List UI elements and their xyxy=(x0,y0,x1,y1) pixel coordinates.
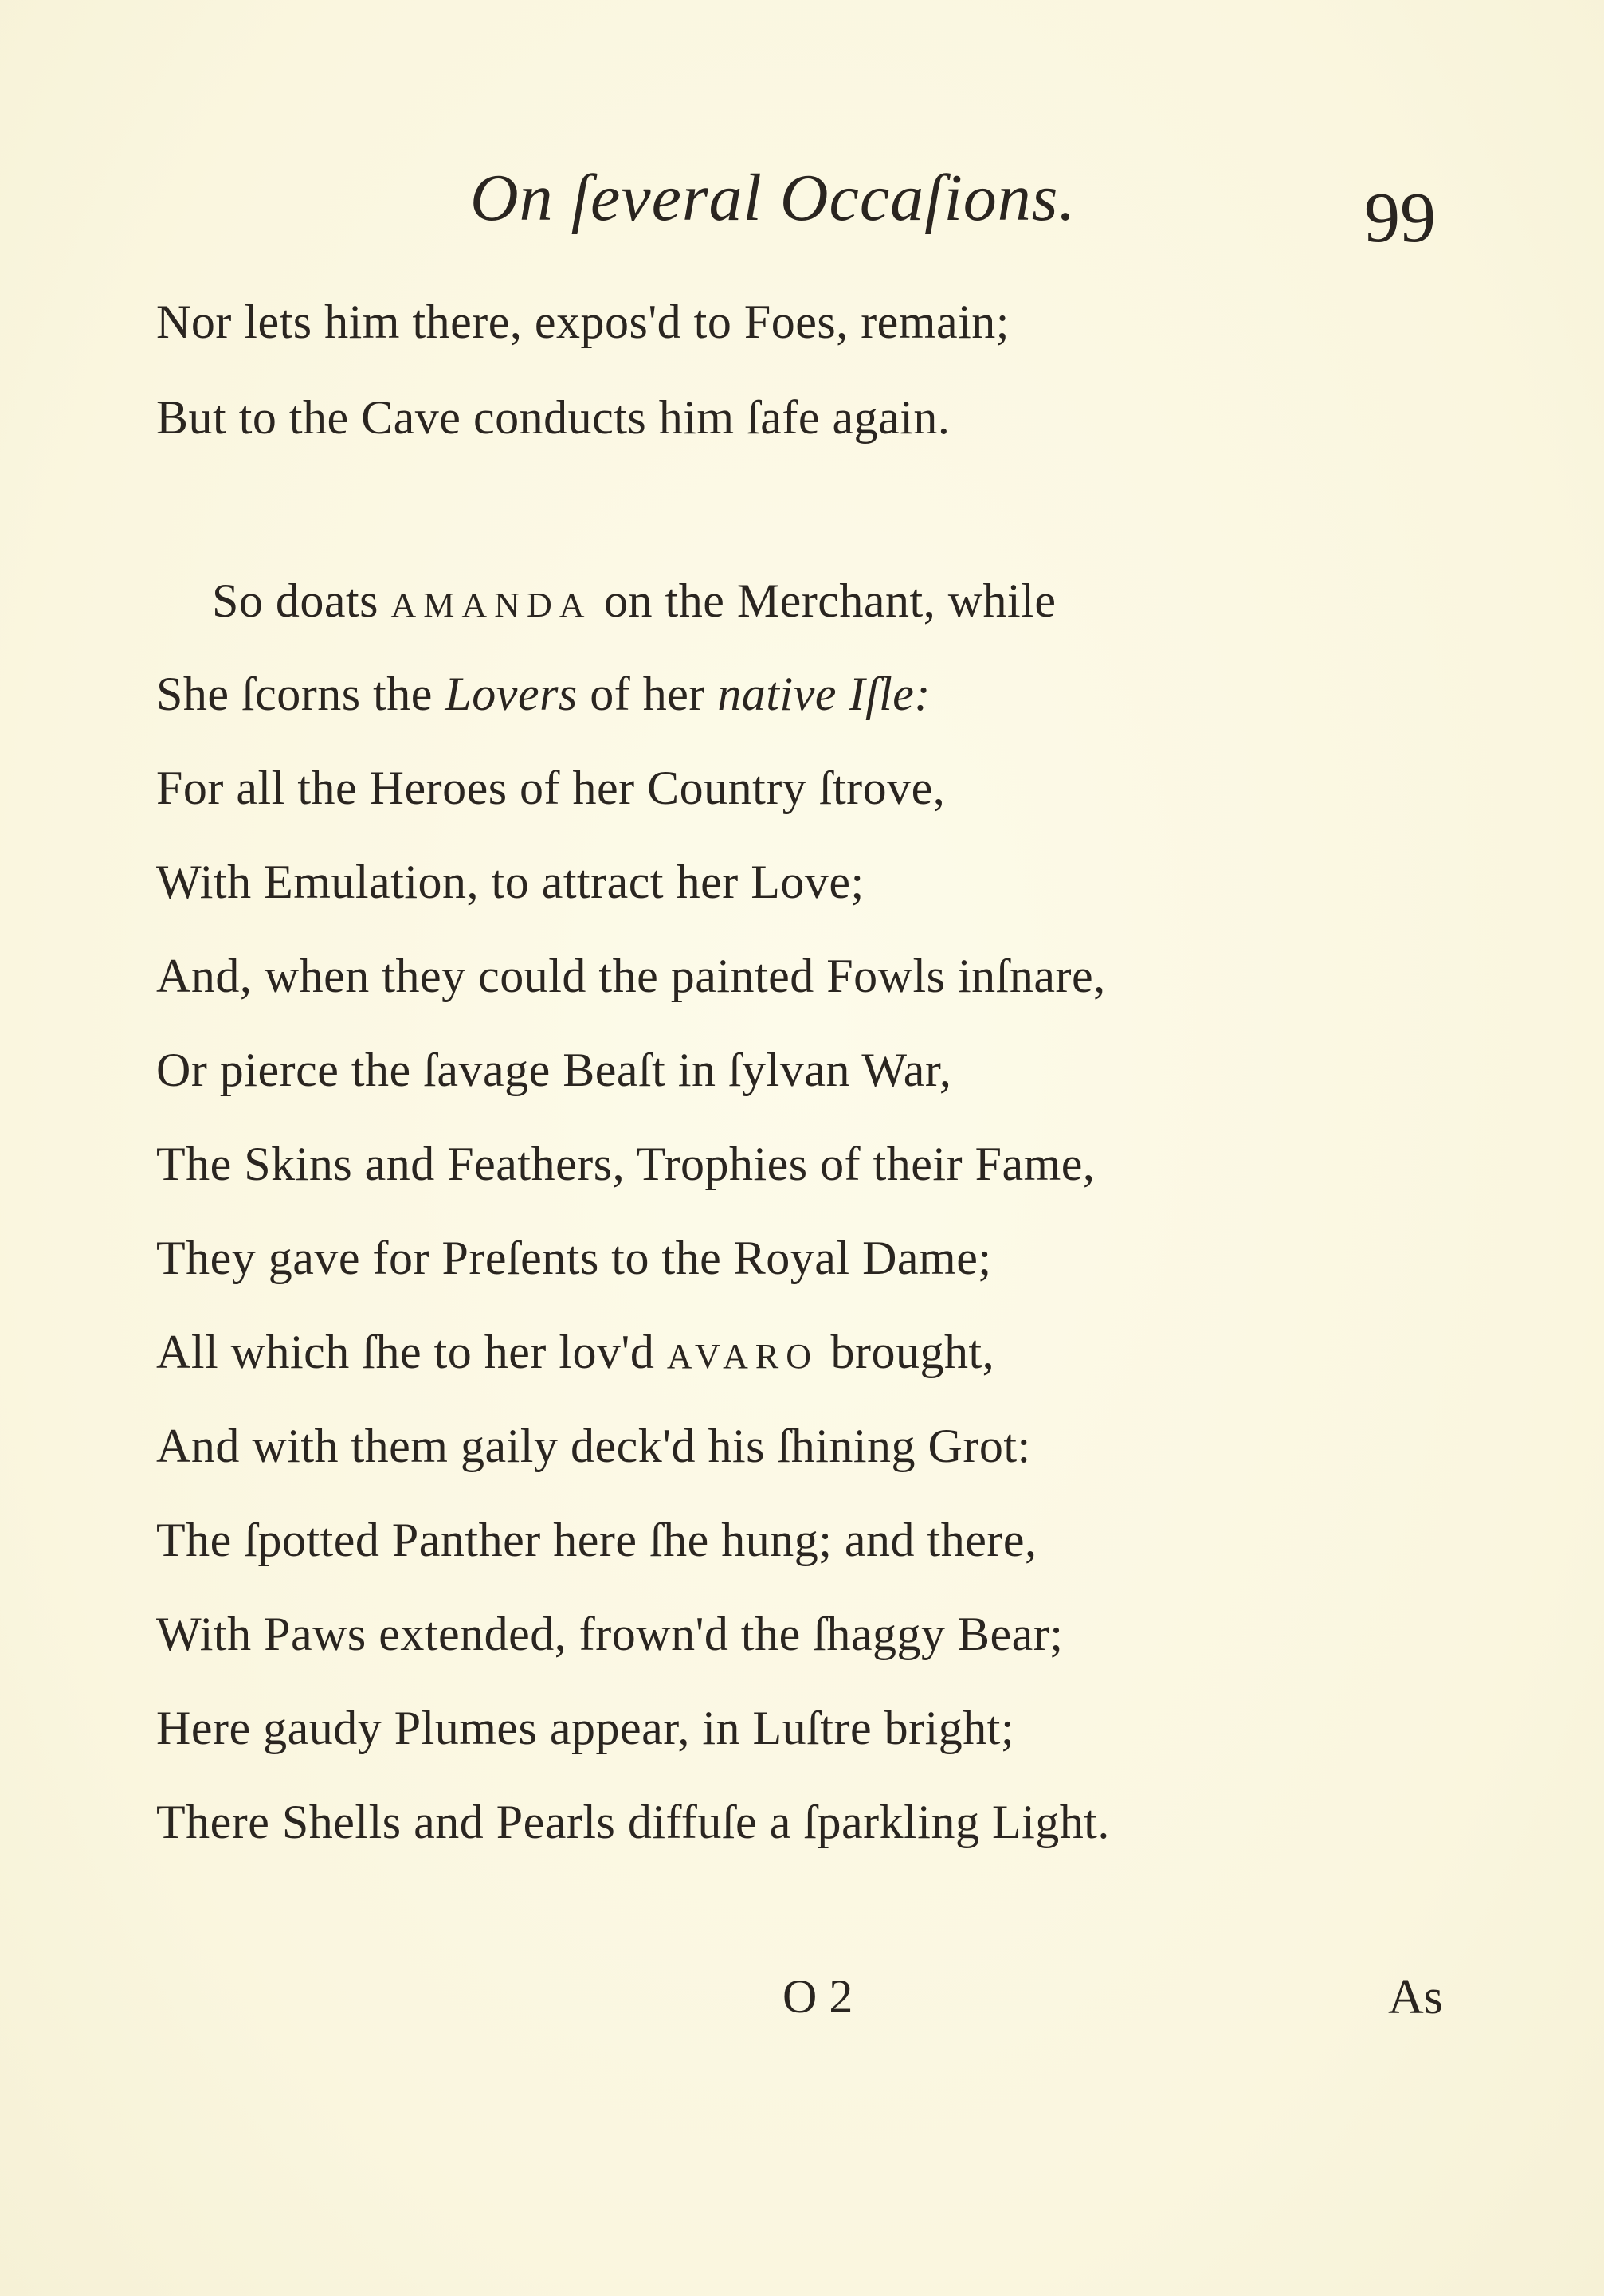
verse-line: Here gaudy Plumes appear, in Luſtre bright; xyxy=(156,1702,1015,1754)
verse-line xyxy=(156,667,931,722)
verse-text: of her xyxy=(577,668,718,720)
catchword: As xyxy=(1388,1970,1443,2024)
character-name-amanda: AMANDA xyxy=(390,586,592,625)
verse-text: on the Merchant, while xyxy=(591,574,1057,627)
page-number: 99 xyxy=(1364,178,1436,257)
verse-line: They gave for Preſents to the Royal Dame; xyxy=(156,1232,992,1284)
italic-word: Lovers xyxy=(445,668,578,720)
verse-line: There Shells and Pearls diffuſe a ſparkling Light. xyxy=(156,1796,1110,1848)
verse-line: Nor lets him there, expos'd to Foes, remain; xyxy=(156,296,1010,348)
running-head-title: On ſeveral Occaſions. xyxy=(470,161,1077,235)
verse-line: With Paws extended, frown'd the ſhaggy Bear; xyxy=(156,1608,1064,1660)
verse-line: The Skins and Feathers, Trophies of their Fame, xyxy=(156,1138,1096,1190)
verse-line: Or pierce the ſavage Beaſt in ſylvan War, xyxy=(156,1044,952,1096)
verse-text: So doats xyxy=(212,574,391,627)
character-name-avaro: AVARO xyxy=(666,1337,818,1376)
verse-line-first xyxy=(212,574,1057,629)
verse-text: brought, xyxy=(818,1326,995,1378)
italic-phrase: native Iſle: xyxy=(717,668,931,720)
verse-line: The ſpotted Panther here ſhe hung; and there, xyxy=(156,1514,1037,1566)
signature-mark: O 2 xyxy=(782,1970,853,2023)
verse-text: All which ſhe to her lov'd xyxy=(156,1326,667,1378)
verse-line: And with them gaily deck'd his ſhining Grot: xyxy=(156,1420,1031,1472)
verse-line: For all the Heroes of her Country ſtrove, xyxy=(156,762,946,814)
verse-line: With Emulation, to attract her Love; xyxy=(156,856,865,908)
verse-line xyxy=(156,1325,994,1380)
verse-text: She ſcorns the xyxy=(156,668,445,720)
verse-line: But to the Cave conducts him ſafe again. xyxy=(156,391,951,444)
verse-line: And, when they could the painted Fowls inſnare, xyxy=(156,950,1106,1002)
